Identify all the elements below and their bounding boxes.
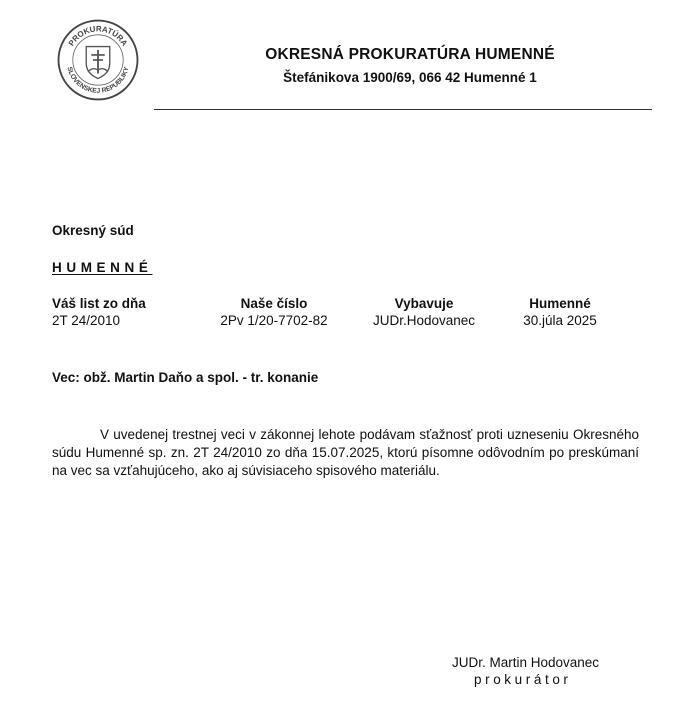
letter-body: V uvedenej trestnej veci v zákonnej lehote podávam sťažnosť proti uzneseniu Okresného súdu Humenné sp. zn. 2T 24/2010 zo dňa 15.07.2025, ktorú písomne odôvodním po preskúmaní na vec sa vzťahujúceho, ako aj súvisiaceho spisového materiálu. [52,427,639,478]
reference-handled-by [360,296,488,330]
header-divider [154,109,652,110]
reference-your-letter [52,296,146,330]
reference-label: Váš list zo dňa [52,296,146,311]
seal-text-top: PROKURATÚRA [66,24,130,48]
signatory-name: JUDr. Martin Hodovanec [452,655,600,670]
letter-subject: Vec: obž. Martin Daňo a spol. - tr. konanie [52,370,319,385]
organization-address: Štefánikova 1900/69, 066 42 Humenné 1 [283,70,537,85]
reference-label: Humenné [529,296,591,311]
seal-text-bottom: SLOVENSKEJ REPUBLIKY [65,66,131,95]
recipient-name: Okresný súd [52,223,134,238]
organization-name: OKRESNÁ PROKURATÚRA HUMENNÉ [265,46,555,63]
prosecutor-seal-logo [56,18,140,102]
reference-our-number [208,296,340,330]
reference-value: 30.júla 2025 [523,313,597,328]
reference-label: Vybavuje [394,296,454,311]
recipient-city: HUMENNÉ [52,260,153,275]
signatory-title: prokurátor [474,672,572,687]
reference-label: Naše číslo [240,296,308,311]
reference-value: 2Pv 1/20-7702-82 [220,313,328,328]
reference-value: JUDr.Hodovanec [372,313,476,328]
reference-place-date [513,296,607,330]
reference-value: 2T 24/2010 [52,313,121,328]
